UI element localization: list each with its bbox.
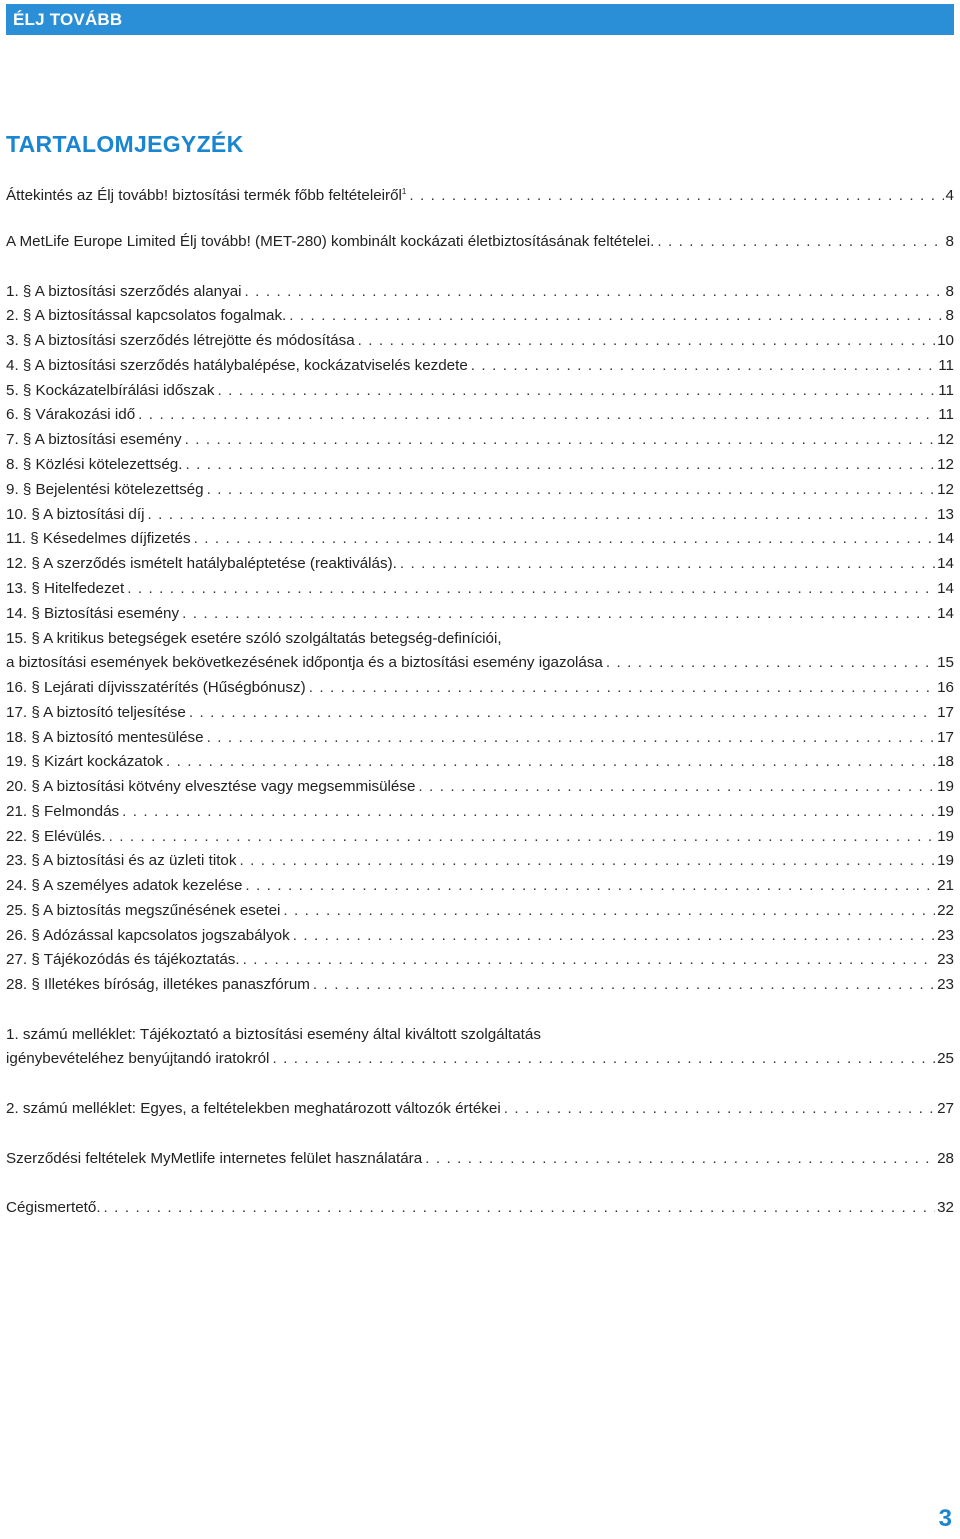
toc-entry[interactable]	[6, 652, 954, 674]
toc-entry-label: 2. számú melléklet: Egyes, a feltételekben meghatározott változók értékei	[6, 1100, 501, 1117]
toc-entry-label: 4. § A biztosítási szerződés hatálybalépése, kockázatviselés kezdete	[6, 357, 468, 374]
toc-entry-page: 10	[937, 332, 954, 349]
toc-entry-label: 22. § Elévülés.	[6, 828, 106, 845]
toc-entry-page: 4	[945, 187, 954, 204]
toc-entry[interactable]	[6, 1197, 954, 1219]
toc-entry-label: 21. § Felmondás	[6, 803, 120, 820]
leader-dots	[415, 776, 935, 798]
leader-dots	[355, 330, 935, 352]
toc-entry-page: 11	[938, 382, 954, 399]
toc-entry-label: 24. § A személyes adatok kezelése	[6, 877, 243, 894]
toc-entry-page: 8	[945, 283, 954, 300]
toc-entry-label: 17. § A biztosító teljesítése	[6, 704, 186, 721]
toc-entry[interactable]	[6, 281, 954, 303]
toc-entry-label: a biztosítási események bekövetkezésének időpontja és a biztosítási esemény igazolása	[6, 654, 603, 671]
leader-dots	[280, 900, 935, 922]
toc-entry-page: 8	[945, 233, 954, 250]
toc-entry-page: 19	[937, 828, 954, 845]
leader-dots	[179, 603, 935, 625]
toc-entry[interactable]	[6, 231, 954, 253]
leader-dots	[397, 553, 935, 575]
toc-entry[interactable]	[6, 404, 954, 426]
toc-entry-page: 12	[937, 481, 954, 498]
toc-entry-label: Szerződési feltételek MyMetlife internetes felület használatára	[6, 1150, 423, 1167]
toc-entry-page: 14	[937, 530, 954, 547]
toc-entry-label: 14. § Biztosítási esemény	[6, 605, 180, 622]
toc-entry-label-line1: 1. számú melléklet: Tájékoztató a biztosítási esemény által kiváltott szolgáltatás	[6, 1026, 541, 1043]
toc-entry-label: 18. § A biztosító mentesülése	[6, 729, 204, 746]
toc-entry-page: 17	[937, 704, 954, 721]
toc-entry-label: 6. § Várakozási idő	[6, 406, 136, 423]
toc-entry-page: 19	[937, 852, 954, 869]
toc-entry-page: 27	[937, 1100, 954, 1117]
toc-entry-page: 11	[938, 406, 954, 423]
leader-dots	[106, 826, 935, 848]
leader-dots	[204, 727, 936, 749]
toc-entry[interactable]	[6, 974, 954, 996]
toc-entry-page: 16	[937, 679, 954, 696]
toc-entry-page: 28	[937, 1150, 954, 1167]
toc-entry-label: 10. § A biztosítási díj	[6, 506, 145, 523]
toc-entry[interactable]	[6, 702, 954, 724]
toc-entry-label: 26. § Adózással kapcsolatos jogszabályok	[6, 927, 290, 944]
toc-entry[interactable]	[6, 727, 954, 749]
footnote-marker: 1	[401, 187, 407, 196]
toc-entry-page: 19	[937, 778, 954, 795]
toc-entry-page: 23	[937, 976, 954, 993]
toc-entry[interactable]	[6, 925, 954, 947]
toc-entry-label: 20. § A biztosítási kötvény elvesztése vagy megsemmisülése	[6, 778, 416, 795]
leader-dots	[242, 281, 944, 303]
toc-entry[interactable]	[6, 429, 954, 451]
leader-dots	[654, 231, 943, 253]
toc-entry[interactable]	[6, 553, 954, 575]
toc-entry-label: 7. § A biztosítási esemény	[6, 431, 182, 448]
toc-entry-page: 21	[937, 877, 954, 894]
toc-entry-page: 12	[937, 431, 954, 448]
toc-entry-label: 1. § A biztosítási szerződés alanyai	[6, 283, 242, 300]
leader-dots	[182, 454, 935, 476]
toc-entry[interactable]	[6, 578, 954, 600]
toc-entry-page: 22	[937, 902, 954, 919]
toc-entry[interactable]	[6, 181, 954, 203]
toc-entry-label: Áttekintés az Élj tovább! biztosítási termék főbb feltételeiről	[6, 187, 402, 204]
toc-entry-page: 15	[937, 654, 954, 671]
toc-entry[interactable]	[6, 900, 954, 922]
toc-entry[interactable]	[6, 1148, 954, 1170]
toc-entry-label: 28. § Illetékes bíróság, illetékes panaszfórum	[6, 976, 310, 993]
toc-entry-label: 2. § A biztosítással kapcsolatos fogalmak.	[6, 307, 287, 324]
leader-dots	[191, 528, 935, 550]
toc-entry-label: 25. § A biztosítás megszűnésének esetei	[6, 902, 281, 919]
leader-dots	[119, 801, 935, 823]
leader-dots	[603, 652, 935, 674]
toc-entry-label: 8. § Közlési kötelezettség.	[6, 456, 183, 473]
leader-dots	[240, 949, 936, 971]
leader-dots	[290, 925, 935, 947]
toc-entry[interactable]	[6, 826, 954, 848]
leader-dots	[269, 1048, 935, 1070]
toc-entry[interactable]	[6, 380, 954, 402]
toc-entry-label: 3. § A biztosítási szerződés létrejötte és módosítása	[6, 332, 355, 349]
toc-entry-label-line1: 15. § A kritikus betegségek esetére szóló szolgáltatás betegség-definíciói,	[6, 630, 502, 647]
toc-entry-page: 11	[938, 357, 954, 374]
toc-entry-label: 13. § Hitelfedezet	[6, 580, 125, 597]
toc-entry-page: 8	[945, 307, 954, 324]
toc-entry[interactable]	[6, 776, 954, 798]
leader-dots	[204, 479, 936, 501]
leader-dots	[101, 1197, 936, 1219]
toc-entry[interactable]	[6, 1048, 954, 1070]
toc-entry[interactable]	[6, 801, 954, 823]
toc-entry[interactable]	[6, 454, 954, 476]
toc-entry[interactable]	[6, 850, 954, 872]
toc-entry-label: 19. § Kizárt kockázatok	[6, 753, 164, 770]
leader-dots	[406, 185, 943, 207]
toc-entry[interactable]	[6, 677, 954, 699]
toc-entry-page: 19	[937, 803, 954, 820]
toc-entry-label: 16. § Lejárati díjvisszatérítés (Hűségbónusz)	[6, 679, 306, 696]
toc-entry-label: 23. § A biztosítási és az üzleti titok	[6, 852, 237, 869]
toc-entry[interactable]	[6, 949, 954, 971]
toc-entry[interactable]	[6, 479, 954, 501]
leader-dots	[163, 751, 935, 773]
toc-entry-page: 12	[937, 456, 954, 473]
header-band	[6, 4, 954, 35]
toc-entry-label: 11. § Késedelmes díjfizetés	[6, 530, 191, 547]
toc-entry-label: 9. § Bejelentési kötelezettség	[6, 481, 204, 498]
page-number: 3	[938, 1505, 952, 1532]
toc-entry[interactable]	[6, 603, 954, 625]
toc-entry[interactable]	[6, 751, 954, 773]
leader-dots	[186, 702, 935, 724]
toc-entry-page: 25	[937, 1050, 954, 1067]
toc-title: TARTALOMJEGYZÉK	[6, 131, 244, 157]
leader-dots	[182, 429, 935, 451]
toc-entry-page: 17	[937, 729, 954, 746]
leader-dots	[144, 504, 935, 526]
leader-dots	[501, 1098, 935, 1120]
leader-dots	[242, 875, 935, 897]
toc-entry[interactable]	[6, 1098, 954, 1120]
toc-entry-page: 14	[937, 605, 954, 622]
leader-dots	[422, 1148, 935, 1170]
leader-dots	[310, 974, 935, 996]
leader-dots	[306, 677, 935, 699]
toc-entry-page: 23	[937, 927, 954, 944]
toc-entry[interactable]	[6, 528, 954, 550]
leader-dots	[286, 305, 943, 327]
toc-entry[interactable]	[6, 875, 954, 897]
toc-entry-label: 27. § Tájékozódás és tájékoztatás.	[6, 951, 240, 968]
toc-entry[interactable]	[6, 504, 954, 526]
toc-entry-page: 32	[937, 1199, 954, 1216]
toc-entry-label: 12. § A szerződés ismételt hatálybaléptetése (reaktiválás).	[6, 555, 397, 572]
leader-dots	[215, 380, 937, 402]
toc-entry-page: 13	[937, 506, 954, 523]
toc-entry-label: Cégismertető.	[6, 1199, 101, 1216]
toc-entry[interactable]	[6, 330, 954, 352]
leader-dots	[124, 578, 935, 600]
toc-entry-label: A MetLife Europe Limited Élj tovább! (MET-280) kombinált kockázati életbiztosításának feltételei.	[6, 233, 655, 250]
leader-dots	[236, 850, 935, 872]
toc-entry-page: 14	[937, 555, 954, 572]
toc-entry-page: 18	[937, 753, 954, 770]
toc-entry-label: igénybevételéhez benyújtandó iratokról	[6, 1050, 270, 1067]
toc-entry[interactable]	[6, 305, 954, 327]
leader-dots	[468, 355, 936, 377]
toc-entry-label: 5. § Kockázatelbírálási időszak	[6, 382, 215, 399]
toc-entry-page: 23	[937, 951, 954, 968]
toc-entry-page: 14	[937, 580, 954, 597]
header-title: ÉLJ TOVÁBB	[13, 9, 123, 29]
leader-dots	[135, 404, 936, 426]
toc-entry[interactable]	[6, 355, 954, 377]
